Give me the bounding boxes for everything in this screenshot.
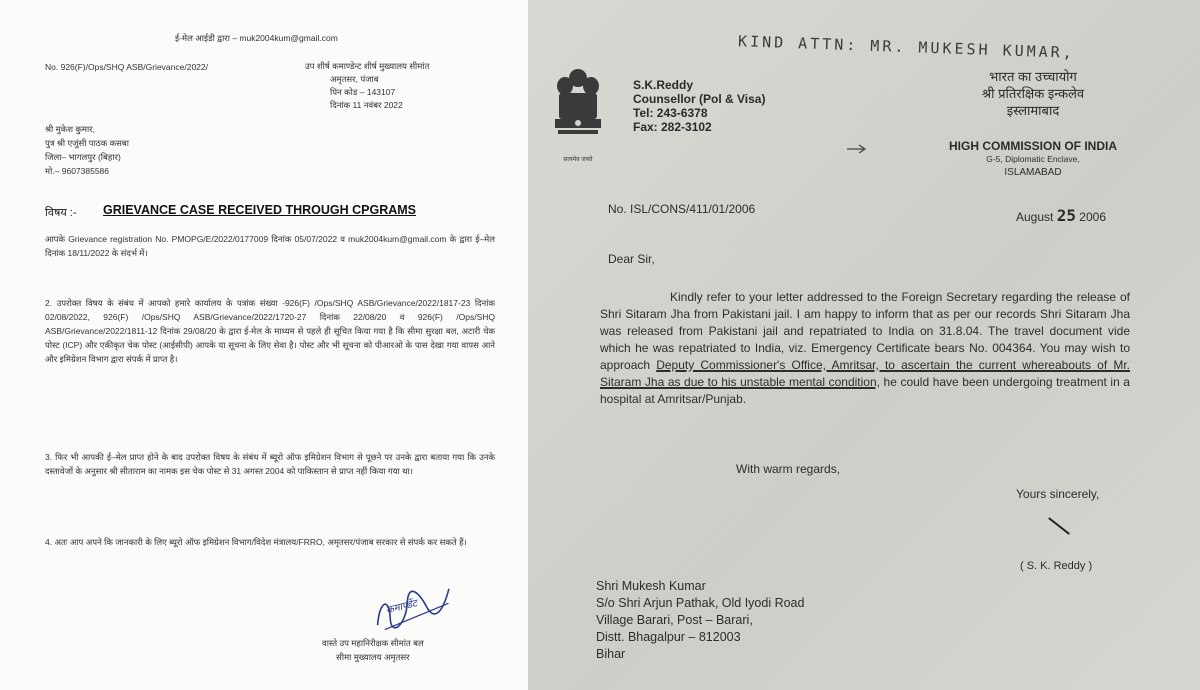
arrow-mark <box>846 142 868 154</box>
emblem-caption: सत्यमेव जयते <box>563 157 593 163</box>
signer-name: ( S. K. Reddy ) <box>1020 560 1093 572</box>
subject-line: GRIEVANCE CASE RECEIVED THROUGH CPGRAMS <box>103 203 416 217</box>
handwritten-header: KIND ATTN: MR. MUKESH KUMAR, <box>737 32 1076 62</box>
signature-text: कमाण्डेंट <box>385 598 419 617</box>
signoff: वास्ते उप महानिरीक्षक सीमांत बल सीमा मुख्यालय अमृतसर <box>322 638 424 662</box>
recipient-address: Shri Mukesh Kumar S/o Shri Arjun Pathak, Old Iyodi Road Village Barari, Post – Barari, Distt. Bhagalpur – 812003 Bihar <box>596 579 805 661</box>
ashoka-emblem-icon <box>550 64 606 150</box>
yours-sincerely: Yours sincerely, <box>1016 487 1100 501</box>
addressee: श्री मुकेश कुमार, पुत्र श्री एजुंसी पाठक कसबा जिला– भागलपुर (बिहार) मो.– 9607385586 <box>45 124 129 176</box>
email-line: ई-मेल आईडी द्वारा – muk2004kum@gmail.com <box>175 33 338 43</box>
high-commission-letter-page <box>528 0 1200 690</box>
paragraph-1: आपके Grievance registration No. PMOPG/E/2022/0177009 दिनांक 05/07/2022 व muk2004kum@gmail.com के द्वारा ई–मेल दिनांक 18/11/2022 के संदर्भ में। <box>45 234 495 258</box>
salutation: Dear Sir, <box>608 252 655 266</box>
sender-block: S.K.Reddy Counsellor (Pol & Visa) Tel: 243-6378 Fax: 282-3102 <box>633 78 766 134</box>
signature <box>364 572 463 640</box>
closing: With warm regards, <box>736 462 841 476</box>
office-block: HIGH COMMISSION OF INDIA G-5, Diplomatic Enclave, ISLAMABAD <box>949 139 1117 178</box>
arrow-right-icon <box>846 143 868 155</box>
subject-prefix: विषय :- <box>45 207 77 219</box>
reference-number: No. 926(F)/Ops/SHQ ASB/Grievance/2022/ <box>45 62 208 72</box>
national-emblem <box>550 64 606 163</box>
signature-stroke <box>1048 517 1070 535</box>
letter-body: Kindly refer to your letter addressed to the Foreign Secretary regarding the release of Shri Sitaram Jha from Pakistani jail. I am happy to inform that as per our records Shri Sitaram Jha was released from Pakistani jail and repatriated to India on 31.8.04. The travel document vide which he was repatriated to India, viz. Emergency Certificate bears No. 004364. You may wish to approach Deputy Commissioner's Office, Amritsar, to ascertain the current whereabouts of Mr. Sitaram Jha as due to his unstable mental condition, he could have been undergoing treatment in a hospital at Amritsar/Punjab. <box>600 290 1130 406</box>
paragraph-2: 2. उपरोक्त विषय के संबंध में आपको हमारे कार्यालय के पत्रांक संख्या -926(F) /Ops/SHQ ASB/Grievance/2022/1817-23 दिनांक 02/08/2022, 926(F) /Ops/SHQ ASB/Grievance/2022/1720-27 दिनांक 22/08/20 व 926(F) /Ops/SHQ ASB/Grievance/2022/1811-12 दिनांक 29/08/20 के द्वारा ई-मेल के माध्यम से पहले ही सूचित किया गया है कि सीमा सुरक्षा बल, अटारी चेक पोस्ट (ICP) और एकीकृत चेक पोस्ट (आईसीपी) आपके या सूचना के लिए सेवा है। पोस्ट और भी सूचना को पीआरओ के पास देखा गया वापस आने और इमिग्रेशन विभाग द्वारा संपर्क में प्राप्त है। <box>45 298 495 364</box>
paragraph-3: 3. फिर भी आपकी ई–मेल प्राप्त होने के बाद उपरोक्त विषय के संबंध में ब्यूरो ऑफ इमिग्रेशन विभाग से पूछने पर उनके द्वारा बताया गया कि उनके दस्तावेजों के अनुसार श्री सीताराम का नामक इस चेक पोस्ट से 31 अगस्त 2004 को पाकिस्तान से प्राप्त नहीं किया गया था। <box>45 452 495 476</box>
letter-date: August 25 2006 <box>1016 206 1106 225</box>
paragraph-4: 4. अतः आप अपने कि जानकारी के लिए ब्यूरो ऑफ इमिग्रेशन विभाग/विदेश मंत्रालय/FRRO, अमृतसर/पंजाब सरकार से संपर्क कर सकते हैं। <box>45 537 467 547</box>
office-address: उप शीर्ष कमाण्डेन्ट शीर्ष मुख्यालय सीमांत अमृतसर, पंजाब पिन कोड – 143107 दिनांक 11 नवंबर 2022 <box>305 61 430 110</box>
office-hindi-block: भारत का उच्चायोग श्री प्रतिरक्षिक इन्कलेव इस्लामाबाद <box>981 69 1085 118</box>
reference-number: No. ISL/CONS/411/01/2006 <box>608 202 756 216</box>
hindi-letter-page <box>0 0 528 690</box>
